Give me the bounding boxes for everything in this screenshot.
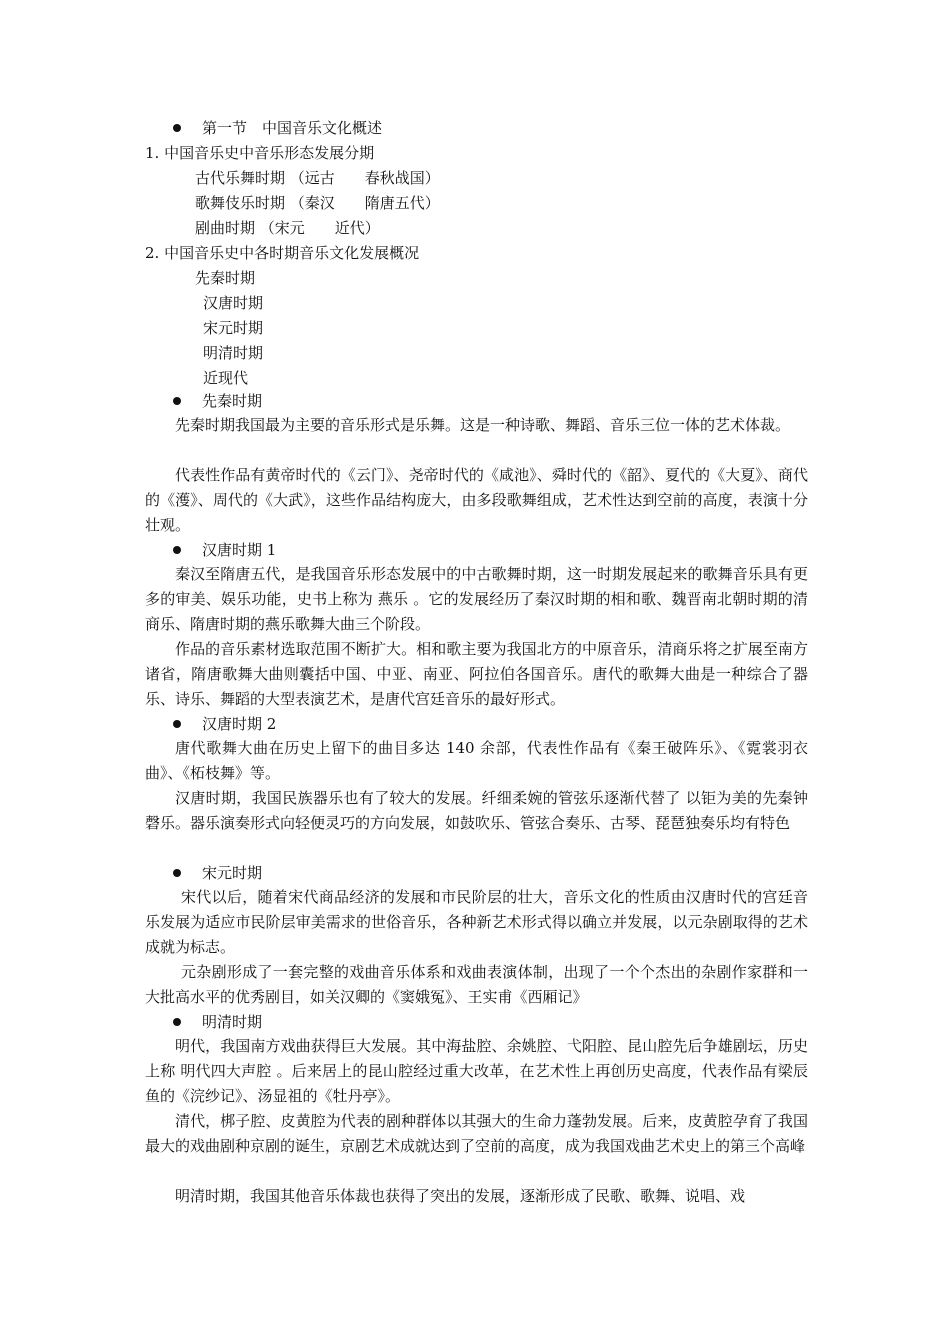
outline-item: 古代乐舞时期 （远古 春秋战国） [195,169,440,187]
paragraph: 元杂剧形成了一套完整的戏曲音乐体系和戏曲表演体制，出现了一个个杰出的杂剧作家群和一大批高水平的优秀剧目，如关汉卿的《窦娥冤》、王实甫《西厢记》 [145,963,808,1006]
outline-item: 宋元时期 [203,319,264,337]
bullet-icon [173,1018,181,1026]
section-heading: 汉唐时期 2 [202,715,277,733]
outline-title: 1. 中国音乐史中音乐形态发展分期 [145,144,375,162]
paragraph: 代表性作品有黄帝时代的《云门》、尧帝时代的《咸池》、舜时代的《韶》、夏代的《大夏》、商代的《濩》、周代的《大武》，这些作品结构庞大，由多段歌舞组成，艺术性达到空前的高度，表演十分壮观。 [145,466,808,534]
section-heading: 汉唐时期 1 [202,541,277,559]
paragraph: 宋代以后，随着宋代商品经济的发展和市民阶层的壮大，音乐文化的性质由汉唐时代的宫廷音乐发展为适应市民阶层审美需求的世俗音乐，各种新艺术形式得以确立并发展，以元杂剧取得的艺术成就为标志。 [145,888,808,956]
paragraph: 作品的音乐素材选取范围不断扩大。相和歌主要为我国北方的中原音乐，清商乐将之扩展至南方诸省，隋唐歌舞大曲则囊括中国、中亚、南亚、阿拉伯各国音乐。唐代的歌舞大曲是一种综合了器乐、诗乐、舞蹈的大型表演艺术，是唐代宫廷音乐的最好形式。 [145,640,808,708]
outline-item: 明清时期 [203,344,264,362]
outline-item: 歌舞伎乐时期 （秦汉 隋唐五代） [195,194,440,212]
outline-item: 汉唐时期 [203,294,264,312]
outline-title: 2. 中国音乐史中各时期音乐文化发展概况 [145,244,420,262]
bullet-icon [173,397,181,405]
paragraph: 明代，我国南方戏曲获得巨大发展。其中海盐腔、余姚腔、弋阳腔、昆山腔先后争雄剧坛，历史上称 明代四大声腔 。后来居上的昆山腔经过重大改革，在艺术性上再创历史高度，代表作品有梁辰鱼的《浣纱记》、汤显祖的《牡丹亭》。 [145,1037,808,1105]
section-heading: 第一节 中国音乐文化概述 [202,119,383,137]
outline-item: 先秦时期 [195,269,256,287]
outline-item: 近现代 [203,369,249,387]
outline-item: 剧曲时期 （宋元 近代） [195,219,380,237]
section-heading: 宋元时期 [202,864,263,882]
section-heading: 先秦时期 [202,392,263,410]
paragraph: 汉唐时期，我国民族器乐也有了较大的发展。纤细柔婉的管弦乐逐渐代替了 以钜为美的先秦钟磬乐。器乐演奏形式向轻便灵巧的方向发展，如鼓吹乐、管弦合奏乐、古琴、琵琶独奏乐均有特色 [145,789,808,832]
paragraph: 唐代歌舞大曲在历史上留下的曲目多达 140 余部，代表性作品有《秦王破阵乐》、《霓裳羽衣曲》、《柘枝舞》等。 [145,739,808,782]
paragraph: 秦汉至隋唐五代，是我国音乐形态发展中的中古歌舞时期，这一时期发展起来的歌舞音乐具有更多的审美、娱乐功能，史书上称为 燕乐 。它的发展经历了秦汉时期的相和歌、魏晋南北朝时期的清商乐、隋唐时期的燕乐歌舞大曲三个阶段。 [145,565,808,633]
section-heading: 明清时期 [202,1013,263,1031]
paragraph: 清代，梆子腔、皮黄腔为代表的剧种群体以其强大的生命力蓬勃发展。后来，皮黄腔孕育了我国最大的戏曲剧种京剧的诞生，京剧艺术成就达到了空前的高度，成为我国戏曲艺术史上的第三个高峰 [145,1112,808,1155]
bullet-icon [173,546,181,554]
bullet-icon [173,869,181,877]
bullet-icon [173,720,181,728]
paragraph: 先秦时期我国最为主要的音乐形式是乐舞。这是一种诗歌、舞蹈、音乐三位一体的艺术体裁。 [175,416,791,434]
bullet-icon [173,124,181,132]
paragraph: 明清时期，我国其他音乐体裁也获得了突出的发展，逐渐形成了民歌、歌舞、说唱、戏 [175,1187,746,1205]
